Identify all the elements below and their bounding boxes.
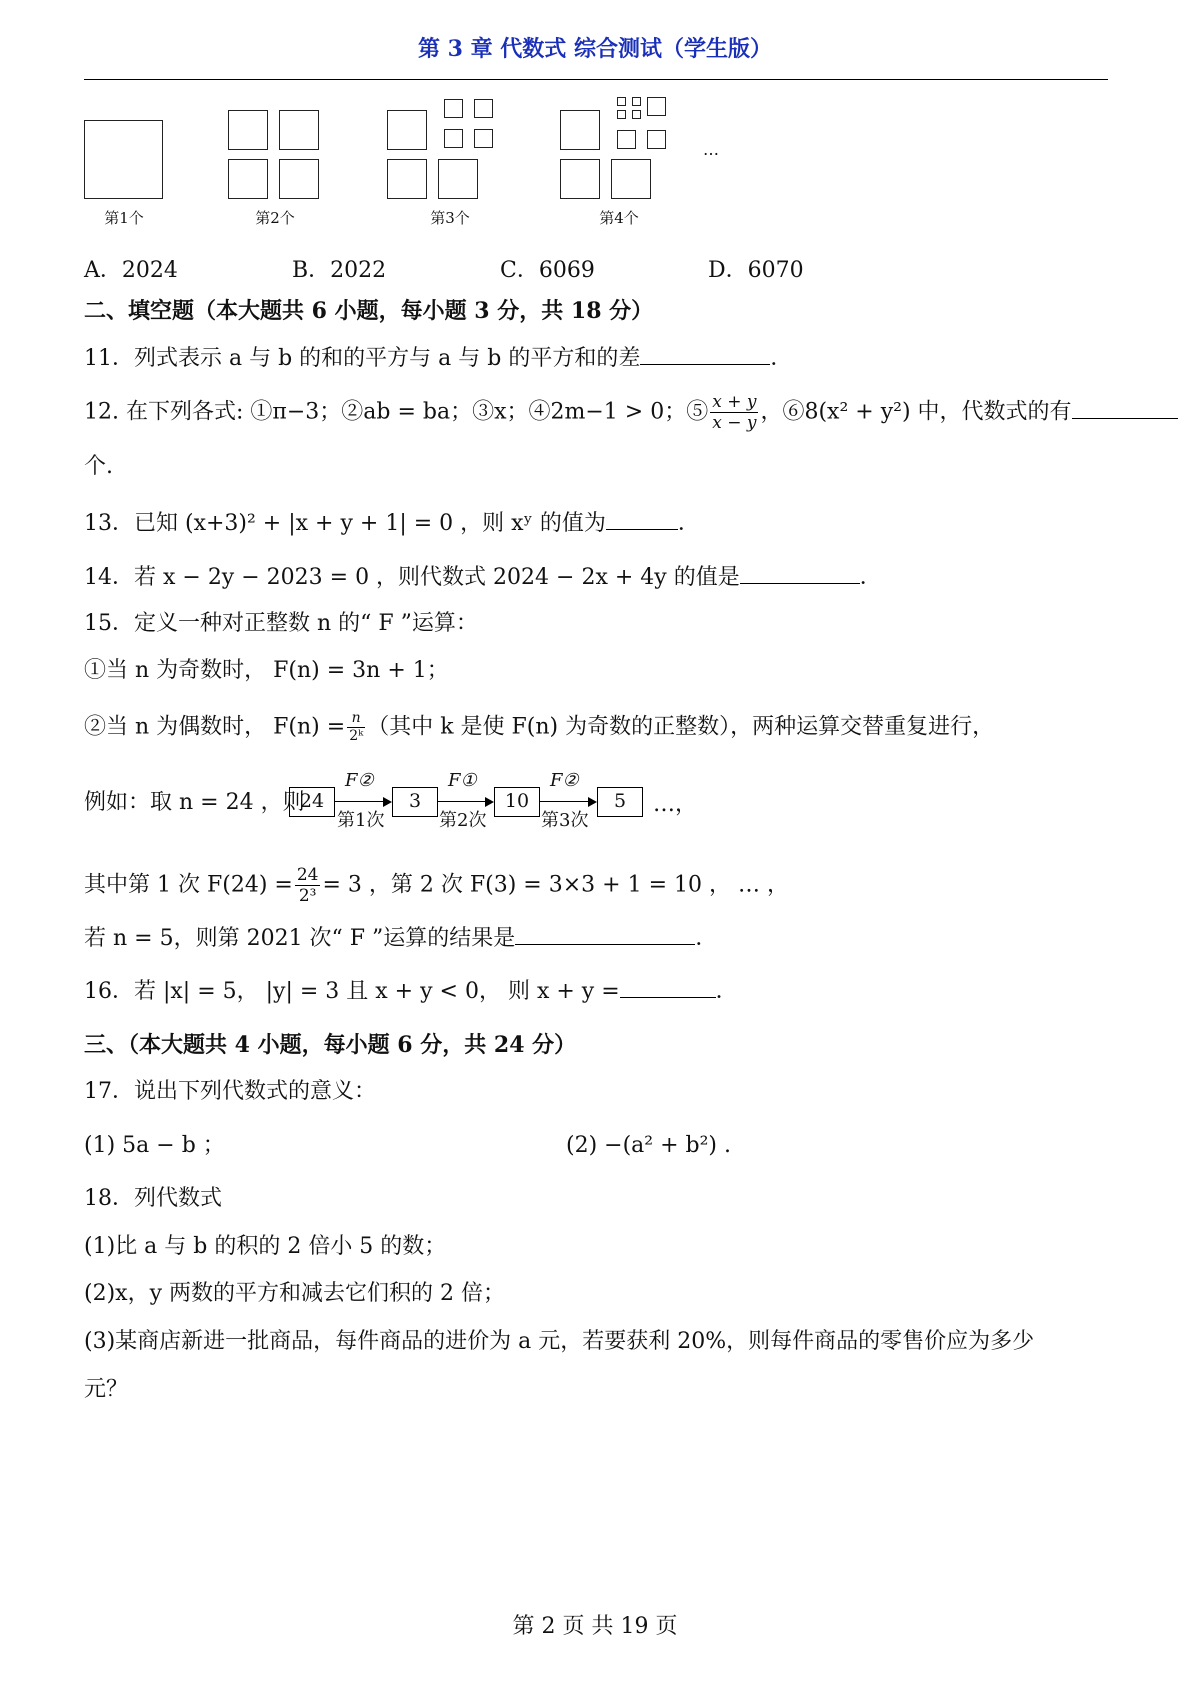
- rule-2-prefix: ②当 n 为偶数时， F(n) =: [84, 714, 346, 740]
- figure-label: 第1个: [104, 209, 144, 227]
- question-17-part-1: (1) 5a − b ；: [84, 1133, 225, 1158]
- flow-value-box: 10: [494, 787, 540, 817]
- page-number-footer: 第 2 页 共 19 页: [512, 1614, 678, 1639]
- question-11-text: 11．列式表示 a 与 b 的和的平方与 a 与 b 的平方和的差: [84, 346, 641, 371]
- question-11-end: ．: [770, 346, 793, 371]
- option-b: B．2022: [292, 258, 387, 283]
- question-16-text: 16．若 |x| = 5， |y| = 3 且 x + y < 0， 则 x + y =: [84, 979, 620, 1004]
- question-12-continuation: 个.: [84, 454, 113, 479]
- question-16-end: ．: [715, 979, 738, 1004]
- question-15-example-prefix: 例如：取 n = 24 ，则: [84, 790, 305, 815]
- question-18-part-1: (1)比 a 与 b 的积的 2 倍小 5 的数；: [84, 1234, 447, 1259]
- question-14-text: 14．若 x − 2y − 2023 = 0 ，则代数式 2024 − 2x + 4y 的值是: [84, 565, 740, 590]
- flow-value-box: 3: [392, 787, 438, 817]
- fraction-denominator: x − y: [712, 413, 757, 433]
- explanation-suffix: = 3 ，第 2 次 F(3) = 3×3 + 1 = 10 ， … ，: [322, 872, 789, 898]
- page-header-title: 第 3 章 代数式 综合测试（学生版）: [418, 36, 772, 62]
- flow-value-box: 5: [597, 787, 643, 817]
- question-12-prefix: 12. 在下列各式: ①π−3；②ab = ba；③x；④2m−1 > 0；⑤: [84, 399, 709, 425]
- flow-value-box: 24: [289, 787, 335, 817]
- flow-arrow: [438, 801, 485, 802]
- flow-arrow: [540, 801, 588, 802]
- explanation-prefix: 其中第 1 次 F(24) =: [84, 872, 293, 898]
- flow-step-label: 第3次: [541, 810, 589, 831]
- fraction: [295, 865, 321, 906]
- answer-blank: [515, 922, 695, 945]
- figure-label: 第4个: [599, 209, 639, 227]
- question-18-intro: 18．列代数式: [84, 1186, 222, 1211]
- fraction-numerator: 24: [296, 865, 319, 885]
- question-15-ask-end: ．: [695, 926, 718, 951]
- fraction-numerator: n: [347, 710, 365, 728]
- flow-step-label: 第2次: [439, 810, 487, 831]
- flow-operation-label: F②: [550, 770, 579, 791]
- question-15-explanation: [84, 865, 789, 906]
- flow-arrowhead: [588, 797, 597, 807]
- question-15-ask-text: 若 n = 5，则第 2021 次“ F ”运算的结果是: [84, 926, 516, 951]
- figure-label: 第2个: [255, 209, 295, 227]
- question-13-text: 13．已知 (x+3)² + |x + y + 1| = 0 ，则 xʸ 的值为: [84, 511, 606, 536]
- fraction-denominator: 2³: [298, 886, 317, 906]
- question-18-part-3: (3)某商店新进一批商品，每件商品的进价为 a 元，若要获利 20%，则每件商品的零售价应为多少: [84, 1329, 1035, 1354]
- section-2-title: 二、填空题（本大题共 6 小题，每小题 3 分，共 18 分）: [84, 298, 654, 324]
- fraction-denominator: 2ᵏ: [349, 728, 364, 744]
- figure-label: 第3个: [430, 209, 470, 227]
- section-3-title: 三、（本大题共 4 小题，每小题 6 分，共 24 分）: [84, 1032, 577, 1058]
- question-18-part-2: (2)x，y 两数的平方和减去它们积的 2 倍；: [84, 1281, 505, 1306]
- flow-ellipsis: …，: [653, 792, 698, 817]
- question-17-part-2: (2) −(a² + b²) .: [566, 1133, 731, 1158]
- flow-arrow: [335, 801, 383, 802]
- question-12-mid: ，⑥8(x² + y²) 中，代数式的有: [760, 399, 1072, 425]
- option-c: C．6069: [500, 258, 595, 283]
- flow-operation-label: F①: [448, 770, 477, 791]
- question-17-intro: 17．说出下列代数式的意义：: [84, 1079, 376, 1104]
- option-a: A．2024: [84, 258, 178, 283]
- rule-2-suffix: （其中 k 是使 F(n) 为奇数的正整数），两种运算交替重复进行，: [367, 714, 995, 740]
- question-14-end: ．: [859, 565, 882, 590]
- answer-blank: [620, 975, 716, 998]
- question-13-end: ．: [677, 511, 700, 536]
- question-15-intro: 15．定义一种对正整数 n 的“ F ”运算：: [84, 611, 478, 636]
- question-15-rule-1: ①当 n 为奇数时， F(n) = 3n + 1；: [84, 658, 449, 683]
- fraction-numerator: x + y: [712, 392, 757, 412]
- option-d: D．6070: [708, 258, 804, 283]
- flow-operation-label: F②: [345, 770, 374, 791]
- figure-ellipsis: …: [703, 140, 719, 159]
- question-15-ask: [84, 922, 717, 954]
- question-18-part-3-continuation: 元？: [84, 1377, 129, 1402]
- question-16: [84, 975, 738, 1007]
- flow-step-label: 第1次: [337, 810, 385, 831]
